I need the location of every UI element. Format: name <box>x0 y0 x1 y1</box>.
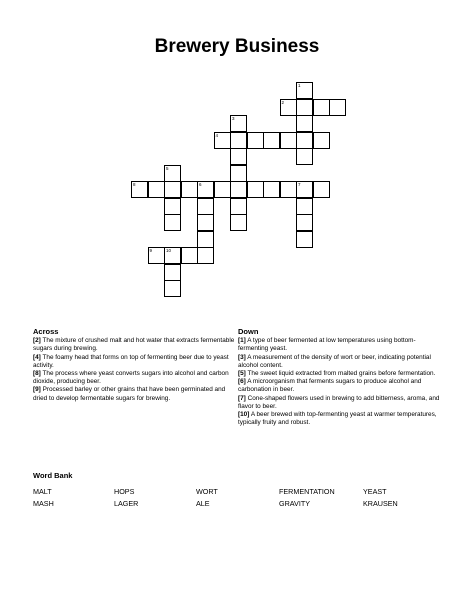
grid-cell[interactable] <box>313 132 330 149</box>
grid-cell[interactable] <box>329 99 346 116</box>
word-bank-item: MALT <box>33 487 52 496</box>
grid-cell[interactable] <box>296 214 313 231</box>
grid-cell[interactable] <box>296 231 313 248</box>
clue-text: Cone-shaped flowers used in brewing to add bitterness, aroma, and flavor to beer. <box>238 394 440 410</box>
grid-cell[interactable] <box>263 181 280 198</box>
clue-number-label: 10 <box>166 248 172 253</box>
across-clue <box>33 386 238 402</box>
grid-cell[interactable] <box>164 264 181 281</box>
clue-number: [7] <box>238 394 246 402</box>
grid-cell[interactable] <box>247 132 264 149</box>
clue-number: [2] <box>33 337 41 345</box>
grid-cell[interactable] <box>148 247 165 264</box>
clue-text: A type of beer fermented at low temperatures using bottom-fermenting yeast. <box>238 337 416 353</box>
grid-cell[interactable] <box>230 115 247 132</box>
word-bank-item: ALE <box>196 499 210 508</box>
clue-number: [9] <box>33 386 41 394</box>
across-clue <box>33 370 238 386</box>
grid-cell[interactable] <box>197 214 214 231</box>
down-clue <box>238 395 443 411</box>
across-heading: Across <box>33 327 59 336</box>
clue-text: The foamy head that forms on top of fermenting beer due to yeast activity. <box>33 353 229 369</box>
clue-number: [3] <box>238 353 246 361</box>
word-bank-item: KRAUSEN <box>363 499 398 508</box>
clue-number-label: 8 <box>133 182 136 187</box>
clue-text: The sweet liquid extracted from malted grains before fermentation. <box>247 370 436 378</box>
grid-cell[interactable] <box>296 148 313 165</box>
grid-cell[interactable] <box>230 148 247 165</box>
clue-number-label: 1 <box>298 83 301 88</box>
word-bank-item: YEAST <box>363 487 387 496</box>
grid-cell[interactable] <box>197 247 214 264</box>
clue-text: The mixture of crushed malt and hot water that extracts fermentable sugars during brewing. <box>33 337 235 353</box>
word-bank-item: FERMENTATION <box>279 487 335 496</box>
clue-number: [6] <box>238 378 246 386</box>
clue-number: [8] <box>33 370 41 378</box>
grid-cell[interactable] <box>296 99 313 116</box>
grid-cell[interactable] <box>313 181 330 198</box>
grid-cell[interactable] <box>197 198 214 215</box>
clue-text: A microorganism that ferments sugars to produce alcohol and carbonation in beer. <box>238 378 422 394</box>
clue-number-label: 6 <box>199 182 202 187</box>
grid-cell[interactable] <box>131 181 148 198</box>
grid-cell[interactable] <box>313 99 330 116</box>
grid-cell[interactable] <box>181 181 198 198</box>
clue-number: [5] <box>238 370 246 378</box>
clue-text: The process where yeast converts sugars into alcohol and carbon dioxide, producing beer. <box>33 370 229 386</box>
grid-cell[interactable] <box>296 181 313 198</box>
grid-cell[interactable] <box>230 214 247 231</box>
clue-number: [1] <box>238 337 246 345</box>
clue-number: [4] <box>33 353 41 361</box>
clue-number-label: 2 <box>281 99 285 105</box>
grid-cell[interactable] <box>148 181 165 198</box>
clue-text: Processed barley or other grains that have been germinated and dried to develop fermentable sugars for brewing. <box>33 386 226 402</box>
word-bank-item: LAGER <box>114 499 139 508</box>
grid-cell[interactable] <box>280 181 297 198</box>
clue-text: A measurement of the density of wort or beer, indicating potential alcohol content. <box>238 353 431 369</box>
clue-number-label: 9 <box>149 248 153 253</box>
grid-cell[interactable] <box>296 82 313 99</box>
grid-cell[interactable] <box>197 231 214 248</box>
grid-cell[interactable] <box>296 132 313 149</box>
across-clue <box>33 354 238 370</box>
grid-cell[interactable] <box>197 181 214 198</box>
word-bank-title: Word Bank <box>33 471 73 480</box>
word-bank-item: MASH <box>33 499 54 508</box>
grid-cell[interactable] <box>181 247 198 264</box>
clue-number: [10] <box>238 411 250 419</box>
grid-cell[interactable] <box>230 165 247 182</box>
grid-cell[interactable] <box>296 198 313 215</box>
grid-cell[interactable] <box>230 198 247 215</box>
word-bank-item: HOPS <box>114 487 135 496</box>
grid-cell[interactable] <box>164 214 181 231</box>
down-clues <box>238 328 443 427</box>
down-clue <box>238 370 443 378</box>
down-heading: Down <box>238 327 259 336</box>
grid-cell[interactable] <box>214 181 231 198</box>
clue-text: A beer brewed with top-fermenting yeast at warmer temperatures, typically fruity and robust. <box>238 411 437 427</box>
grid-cell[interactable] <box>164 181 181 198</box>
grid-cell[interactable] <box>230 181 247 198</box>
grid-cell[interactable] <box>280 132 297 149</box>
clue-number-label: 3 <box>232 116 235 121</box>
grid-cell[interactable] <box>230 132 247 149</box>
down-clue <box>238 411 443 427</box>
grid-cell[interactable] <box>214 132 231 149</box>
across-clue <box>33 337 238 353</box>
clue-number-label: 7 <box>298 182 301 187</box>
grid-cell[interactable] <box>247 181 264 198</box>
grid-cell[interactable] <box>164 247 181 264</box>
grid-cell[interactable] <box>280 99 297 116</box>
clue-number-label: 4 <box>215 132 219 138</box>
word-bank-item: WORT <box>196 487 218 496</box>
across-clues <box>33 328 238 403</box>
down-clue <box>238 378 443 394</box>
puzzle-title: Brewery Business <box>154 36 320 57</box>
down-clue <box>238 354 443 370</box>
clue-number-label: 5 <box>166 165 169 171</box>
grid-cell[interactable] <box>263 132 280 149</box>
grid-cell[interactable] <box>164 280 181 297</box>
word-bank-item: GRAVITY <box>279 499 311 508</box>
grid-cell[interactable] <box>164 198 181 215</box>
grid-cell[interactable] <box>164 165 181 182</box>
grid-cell[interactable] <box>296 115 313 132</box>
down-clue <box>238 337 443 353</box>
